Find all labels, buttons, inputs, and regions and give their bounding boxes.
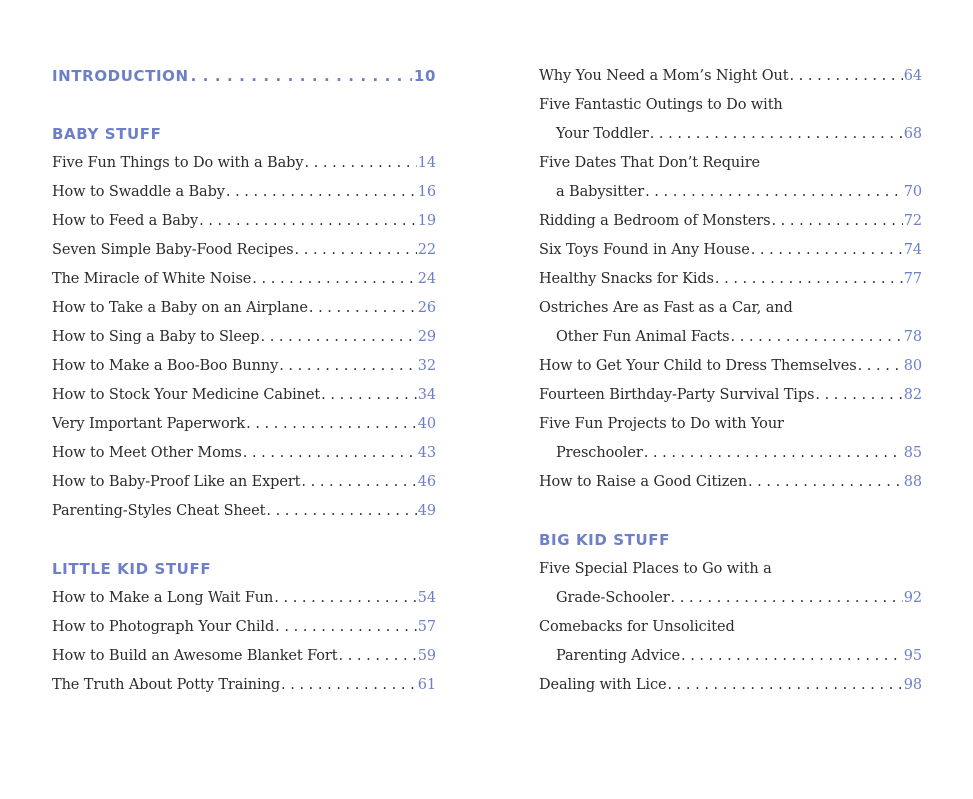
toc-entry[interactable]: [52, 293, 436, 322]
toc-entry-page: 26: [417, 299, 436, 316]
dot-leader: [715, 271, 903, 287]
dot-leader: [338, 648, 416, 664]
toc-entry-page: 16: [417, 183, 436, 200]
toc-entry-introduction[interactable]: [52, 61, 436, 90]
toc-entry-title: How to Baby-Proof Like an Expert: [52, 473, 301, 490]
toc-entry-page: 95: [903, 647, 922, 664]
toc-entry[interactable]: [539, 467, 922, 496]
toc-entry-page: 57: [417, 618, 436, 635]
toc-entry[interactable]: [539, 235, 922, 264]
toc-entry-page: 19: [417, 212, 436, 229]
toc-entry[interactable]: [539, 351, 922, 380]
dot-leader: [731, 329, 903, 345]
toc-entry-title: Five Special Places to Go with a: [539, 560, 772, 577]
toc-entry[interactable]: [52, 670, 436, 699]
toc-entry-page: 43: [417, 444, 436, 461]
toc-entry[interactable]: [52, 380, 436, 409]
dot-leader: [199, 213, 417, 229]
dot-leader: [226, 184, 417, 200]
toc-entry[interactable]: [52, 322, 436, 351]
toc-entry-title: How to Get Your Child to Dress Themselves: [539, 357, 857, 374]
dot-leader: [266, 503, 416, 519]
introduction-title: INTRODUCTION: [52, 66, 189, 85]
dot-leader: [304, 155, 416, 171]
toc-entry-page: 82: [903, 386, 922, 403]
toc-entry-page: 88: [903, 473, 922, 490]
toc-entry-page: 24: [417, 270, 436, 287]
toc-entry-title: Grade-Schooler: [556, 589, 670, 606]
toc-entry-line-2[interactable]: [539, 322, 922, 351]
toc-entry[interactable]: [539, 61, 922, 90]
toc-entry[interactable]: [52, 467, 436, 496]
section-heading-baby-stuff: BABY STUFF: [52, 124, 162, 143]
toc-entry-page: 64: [903, 67, 922, 84]
toc-entry[interactable]: [52, 409, 436, 438]
introduction-page: 10: [413, 66, 436, 85]
dot-leader: [321, 387, 417, 403]
toc-entry-title: How to Meet Other Moms: [52, 444, 242, 461]
toc-entry-title: Dealing with Lice: [539, 676, 667, 693]
toc-entry-page: 85: [903, 444, 922, 461]
dot-leader: [281, 677, 417, 693]
toc-entry-page: 98: [903, 676, 922, 693]
toc-entry-title: How to Swaddle a Baby: [52, 183, 225, 200]
toc-entry-page: 46: [417, 473, 436, 490]
toc-entry-title: a Babysitter: [556, 183, 645, 200]
dot-leader: [650, 126, 903, 142]
toc-entry-page: 59: [417, 647, 436, 664]
toc-entry-page: 54: [417, 589, 436, 606]
dot-leader: [309, 300, 417, 316]
dot-leader: [667, 677, 902, 693]
toc-entry-title: Very Important Paperwork: [52, 415, 246, 432]
toc-entry-title: How to Feed a Baby: [52, 212, 199, 229]
dot-leader: [748, 474, 903, 490]
toc-entry-page: 78: [903, 328, 922, 345]
toc-entry[interactable]: [52, 583, 436, 612]
toc-entry-page: 92: [903, 589, 922, 606]
toc-entry-title: How to Sing a Baby to Sleep: [52, 328, 260, 345]
dot-leader: [771, 213, 902, 229]
toc-entry-title: Other Fun Animal Facts: [556, 328, 730, 345]
dot-leader: [274, 590, 416, 606]
toc-entry[interactable]: [52, 264, 436, 293]
toc-entry-title: How to Make a Long Wait Fun: [52, 589, 274, 606]
toc-entry-title: Comebacks for Unsolicited: [539, 618, 735, 635]
dot-leader: [751, 242, 903, 258]
dot-leader: [275, 619, 417, 635]
toc-entry-title: Healthy Snacks for Kids: [539, 270, 714, 287]
toc-entry-line-1[interactable]: [539, 293, 922, 322]
dot-leader: [789, 68, 902, 84]
toc-entry-title: Ostriches Are as Fast as a Car, and: [539, 299, 793, 316]
dot-leader: [260, 329, 416, 345]
toc-entry-page: 22: [417, 241, 436, 258]
toc-entry[interactable]: [539, 264, 922, 293]
toc-column-right: [539, 61, 922, 699]
toc-entry-line-1[interactable]: [539, 148, 922, 177]
toc-entry-page: 14: [417, 154, 436, 171]
toc-entry-page: 68: [903, 125, 922, 142]
toc-entry-title: Preschooler: [556, 444, 643, 461]
toc-entry-title: Your Toddler: [556, 125, 649, 142]
toc-entry-page: 32: [417, 357, 436, 374]
toc-entry-title: Ridding a Bedroom of Monsters: [539, 212, 771, 229]
toc-entry-title: Six Toys Found in Any House: [539, 241, 750, 258]
dot-leader: [191, 67, 412, 85]
toc-entry-line-2[interactable]: [539, 641, 922, 670]
toc-entry-line-1[interactable]: [539, 554, 922, 583]
toc-entry-page: 61: [417, 676, 436, 693]
toc-entry[interactable]: [52, 148, 436, 177]
dot-leader: [246, 416, 417, 432]
dot-leader: [645, 184, 903, 200]
toc-entry[interactable]: [52, 641, 436, 670]
dot-leader: [295, 242, 417, 258]
toc-entry-title: How to Raise a Good Citizen: [539, 473, 747, 490]
toc-entry-title: Five Fun Things to Do with a Baby: [52, 154, 304, 171]
toc-entry[interactable]: [539, 380, 922, 409]
dot-leader: [815, 387, 902, 403]
toc-entry-title: Parenting Advice: [556, 647, 680, 664]
dot-leader: [671, 590, 903, 606]
toc-entry-title: Five Fun Projects to Do with Your: [539, 415, 784, 432]
dot-leader: [858, 358, 903, 374]
toc-entry-page: 34: [417, 386, 436, 403]
toc-entry[interactable]: [52, 438, 436, 467]
toc-entry-title: The Truth About Potty Training: [52, 676, 281, 693]
toc-entry-page: 70: [903, 183, 922, 200]
toc-entry-title: Five Dates That Don’t Require: [539, 154, 761, 171]
toc-entry-title: Five Fantastic Outings to Do with: [539, 96, 783, 113]
toc-entry-title: The Miracle of White Noise: [52, 270, 252, 287]
toc-entry-line-1[interactable]: [539, 409, 922, 438]
dot-leader: [301, 474, 416, 490]
toc-entry[interactable]: [52, 612, 436, 641]
dot-leader: [279, 358, 417, 374]
toc-column-left: [52, 61, 436, 699]
toc-entry-title: How to Make a Boo-Boo Bunny: [52, 357, 279, 374]
dot-leader: [681, 648, 903, 664]
toc-entry-line-2[interactable]: [539, 438, 922, 467]
toc-entry-title: Fourteen Birthday-Party Survival Tips: [539, 386, 815, 403]
toc-entry-line-1[interactable]: [539, 90, 922, 119]
toc-entry[interactable]: [52, 351, 436, 380]
toc-entry-page: 29: [417, 328, 436, 345]
toc-entry[interactable]: [539, 206, 922, 235]
toc-entry-page: 77: [903, 270, 922, 287]
toc-entry[interactable]: [52, 177, 436, 206]
toc-entry-line-2[interactable]: [539, 177, 922, 206]
toc-entry-page: 74: [903, 241, 922, 258]
toc-entry-line-2[interactable]: [539, 583, 922, 612]
toc-entry[interactable]: [52, 206, 436, 235]
toc-entry-line-1[interactable]: [539, 612, 922, 641]
toc-entry-title: Why You Need a Mom’s Night Out: [539, 67, 789, 84]
toc-entry-page: 40: [417, 415, 436, 432]
toc-entry-line-2[interactable]: [539, 119, 922, 148]
toc-entry-title: How to Photograph Your Child: [52, 618, 275, 635]
section-heading-big-kid-stuff: BIG KID STUFF: [539, 530, 670, 549]
toc-entry-title: Parenting-Styles Cheat Sheet: [52, 502, 266, 519]
toc-entry-page: 49: [417, 502, 436, 519]
toc-entry-page: 80: [903, 357, 922, 374]
toc-entry-title: How to Take a Baby on an Airplane: [52, 299, 308, 316]
dot-leader: [243, 445, 417, 461]
toc-entry[interactable]: [52, 235, 436, 264]
toc-entry-title: Seven Simple Baby-Food Recipes: [52, 241, 294, 258]
dot-leader: [252, 271, 416, 287]
toc-entry-title: How to Stock Your Medicine Cabinet: [52, 386, 321, 403]
dot-leader: [644, 445, 903, 461]
toc-entry-page: 72: [903, 212, 922, 229]
section-heading-little-kid-stuff: LITTLE KID STUFF: [52, 559, 212, 578]
toc-entry[interactable]: [539, 670, 922, 699]
toc-entry-title: How to Build an Awesome Blanket Fort: [52, 647, 338, 664]
toc-entry[interactable]: [52, 496, 436, 525]
